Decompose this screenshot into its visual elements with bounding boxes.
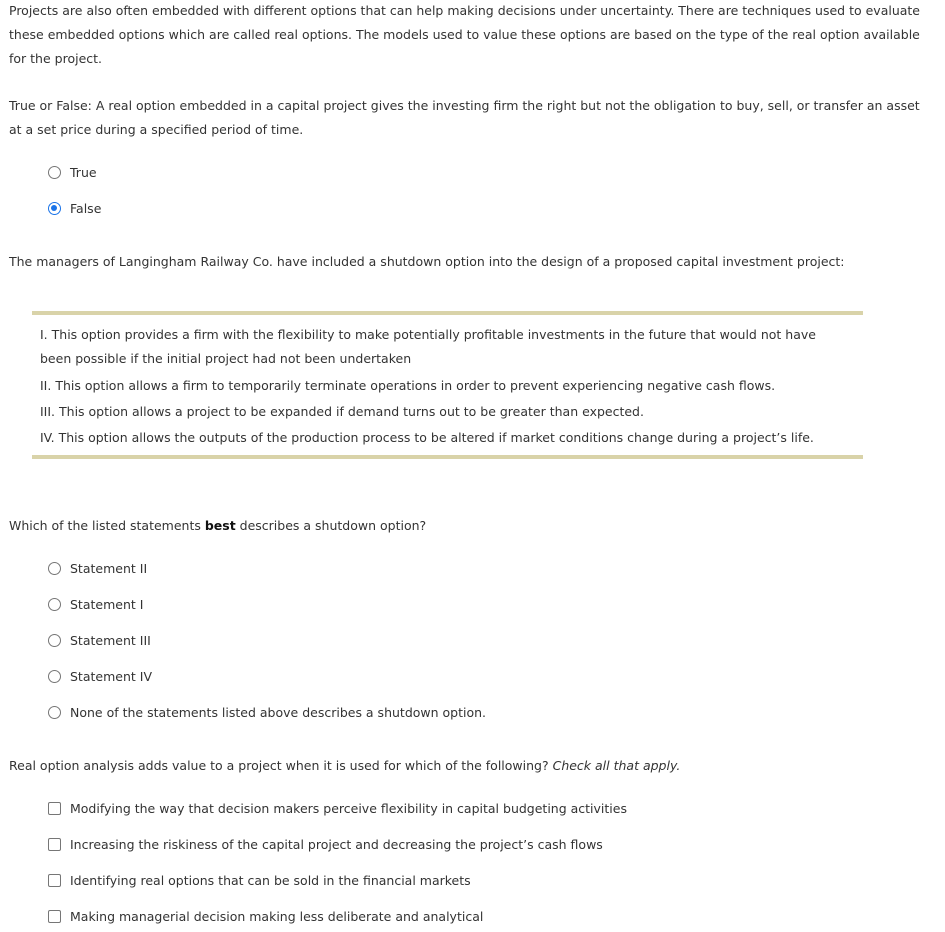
q2-option-label: Statement I <box>70 596 144 612</box>
radio-unselected-icon[interactable] <box>48 670 61 683</box>
statements-list <box>40 323 843 451</box>
q2-prompt <box>9 514 929 538</box>
checkbox-icon[interactable] <box>48 838 61 851</box>
q3-option-increasing[interactable] <box>48 834 603 854</box>
q2-option-label: Statement III <box>70 632 151 648</box>
q3-option-label: Modifying the way that decision makers perceive flexibility in capital budgeting activities <box>70 800 627 816</box>
scenario-text: The managers of Langingham Railway Co. have included a shutdown option into the design of a proposed capital investment project: <box>9 254 845 269</box>
intro-text: Projects are also often embedded with different options that can help making decisions under uncertainty. There are techniques used to evaluate these embedded options which are called real options. The models used to value these options are based on the type of the real option available for the project. <box>9 3 920 66</box>
radio-unselected-icon[interactable] <box>48 634 61 647</box>
q3-option-identifying[interactable] <box>48 870 471 890</box>
q2-option-statement-ii[interactable] <box>48 558 147 578</box>
checkbox-icon[interactable] <box>48 802 61 815</box>
checkbox-icon[interactable] <box>48 874 61 887</box>
statements-box <box>32 311 863 459</box>
statement-item: II. This option allows a firm to temporarily terminate operations in order to prevent experiencing negative cash flows. <box>40 378 776 393</box>
statement-item: IV. This option allows the outputs of the production process to be altered if market conditions change during a project’s life. <box>40 430 814 445</box>
q2-option-label: None of the statements listed above describes a shutdown option. <box>70 704 487 720</box>
radio-unselected-icon[interactable] <box>48 562 61 575</box>
q2-option-label: Statement IV <box>70 668 152 684</box>
radio-unselected-icon[interactable] <box>48 706 61 719</box>
q1-prompt: True or False: A real option embedded in a capital project gives the investing firm the right but not the obligation to buy, sell, or transfer an asset at a set price during a specified period of time. <box>9 98 920 137</box>
q3-prompt <box>9 754 929 778</box>
statement-item: I. This option provides a firm with the flexibility to make potentially profitable investments in the future that would not have been possible if the initial project had not been undertaken <box>40 327 816 366</box>
q2-prompt-after: describes a shutdown option? <box>235 518 427 533</box>
q1-option-true[interactable] <box>48 162 97 182</box>
q3-option-modifying[interactable] <box>48 798 627 818</box>
statement-item: III. This option allows a project to be expanded if demand turns out to be greater than expected. <box>40 404 644 419</box>
q1-option-label: True <box>70 164 97 180</box>
radio-unselected-icon[interactable] <box>48 598 61 611</box>
q3-option-making[interactable] <box>48 906 483 926</box>
q2-prompt-before: Which of the listed statements <box>9 518 205 533</box>
q1-option-label: False <box>70 200 102 216</box>
checkbox-icon[interactable] <box>48 910 61 923</box>
q2-option-label: Statement II <box>70 560 148 576</box>
q3-option-label: Increasing the riskiness of the capital project and decreasing the project’s cash flows <box>70 836 603 852</box>
q3-prompt-instruction: Check all that apply. <box>552 758 681 773</box>
q3-option-label: Making managerial decision making less deliberate and analytical <box>70 908 484 924</box>
q3-prompt-text: Real option analysis adds value to a project when it is used for which of the following? <box>9 758 553 773</box>
radio-unselected-icon[interactable] <box>48 166 61 179</box>
q2-option-none[interactable] <box>48 702 486 722</box>
radio-selected-icon[interactable] <box>48 202 61 215</box>
q1-option-false[interactable] <box>48 198 101 218</box>
q3-option-label: Identifying real options that can be sold in the financial markets <box>70 872 471 888</box>
q2-option-statement-i[interactable] <box>48 594 143 614</box>
q2-option-statement-iii[interactable] <box>48 630 151 650</box>
q2-option-statement-iv[interactable] <box>48 666 152 686</box>
q2-prompt-bold: best <box>204 518 236 533</box>
